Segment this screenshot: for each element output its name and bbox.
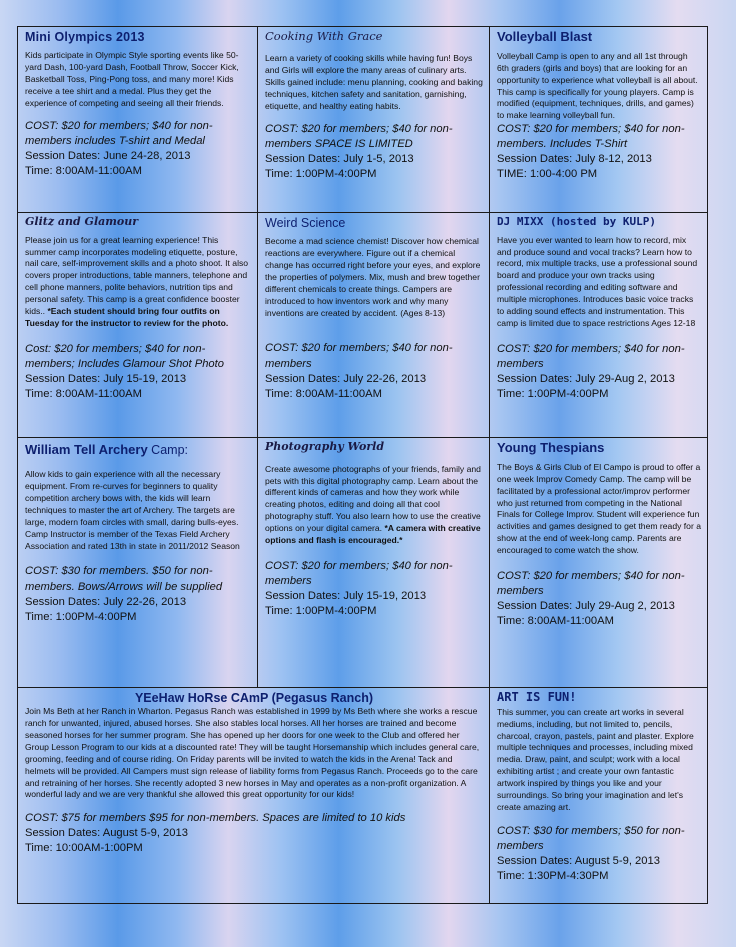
camp-time: Time: 8:00AM-11:00AM: [497, 615, 614, 628]
camp-title: YEeHaw HoRse CAmP (Pegasus Ranch): [134, 691, 374, 705]
camp-title: DJ MIXX (hosted by KULP): [497, 215, 656, 228]
camp-cost: COST: $20 for members; $40 for non-members: [497, 342, 685, 370]
camp-title: Young Thespians: [497, 440, 605, 455]
camp-description: Join Ms Beth at her Ranch in Wharton. Pegasus Ranch was established in 1999 by Ms Beth where she works a rescue ranch for unwanted, injured, abused horses. She also stables local horses. All her horses are trained and become seasoned horses for her summer program. She has opened up her doors for one week to the Club and offered her Group Lesson Program to our kids at a discounted rate! They will be taught Horsemanship which includes general care, grooming, feeding and of course riding. On Friday parents will be invited to watch the kids in the Arena! Tack and helmets will be provided. All Campers must sign release of liability forms from Pegasus Ranch. Proceeds go to the care and retraining of her horses. She recently adopted 3 new horses in May and operates as a non-profit organization. A wonderful lady and we are very thankful she allowed this great opportunity for our kids!: [25, 706, 480, 800]
camp-cell-archery: [18, 438, 258, 688]
camp-time: Time: 1:00PM-4:00PM: [497, 387, 609, 400]
camp-title-suffix: Camp:: [147, 443, 188, 457]
camp-cost: COST: $20 for members; $40 for non-members. Includes T-Shirt: [497, 123, 685, 151]
camp-cost: COST: $20 for members; $40 for non-members: [265, 559, 453, 587]
camp-cell-glitz-glamour: [18, 213, 258, 438]
camp-description: [25, 235, 251, 330]
camp-schedule-grid: [17, 26, 708, 904]
camp-description-text: Create awesome photographs of your friends, family and pets with this digital photography camp. Learn about the different kinds of cameras and how they work while creating photos, editing and doing all that cool photography stuff. You also learn how to use the creative options on your digital camera.: [265, 463, 481, 533]
camp-cell-horse-camp: [18, 688, 490, 903]
camp-cell-weird-science: [258, 213, 490, 438]
camp-title-main: William Tell Archery: [25, 442, 148, 457]
camp-cell-young-thespians: [490, 438, 707, 688]
camp-description: [265, 464, 483, 547]
camp-description-text: Please join us for a great learning experience! This summer camp incorporates modeling etiquette, posture, nail care, self-improvement skills and a photo shoot. It also covers proper introductions, table manners, telephone and cell phone manners, polite behaviors, nutrition tips and personal safety. This camp is a great confidence booster kids..: [25, 234, 249, 316]
camp-cost: COST: $30 for members; $50 for non-members: [497, 824, 685, 852]
camp-description: Learn a variety of cooking skills while having fun! Boys and Girls will explore the many areas of culinary arts. Skills gained include: menu planning, cooking and baking techniques, kitchen safety and sanitation, garnishing, etiquette, and healthy eating habits.: [265, 53, 483, 111]
camp-description: Volleyball Camp is open to any and all 1st through 6th graders (girls and boys) that are looking for an opportunity to experience what volleyball is all about. This camp is specifically for young players. Camp is modified (equipment, techniques, drills, and games) to make learning volleyball fun.: [497, 50, 698, 121]
camp-cell-dj-mixx: [490, 213, 707, 438]
camp-title: Cooking With Grace: [265, 29, 383, 43]
camp-time: Time: 8:00AM-11:00AM: [265, 387, 382, 400]
camp-description: The Boys & Girls Club of El Campo is proud to offer a one week Improv Comedy Camp. The camp will be facilitated by a professional actor/improv performer who just returned from competing in the National Finals for College Improv. Student will experience fun activities and games designed to get them ready for a show at the end of week-long camp. Parents are encouraged to come watch the show.: [497, 461, 701, 555]
camp-dates: Session Dates: August 5-9, 2013: [25, 827, 188, 840]
camp-cost: COST: $30 for members. $50 for non-members. Bows/Arrows will be supplied: [25, 565, 223, 593]
camp-cost: COST: $20 for members; $40 for non-members: [265, 342, 453, 370]
camp-time: TIME: 1:00-4:00 PM: [497, 168, 598, 181]
camp-title: Weird Science: [265, 216, 346, 230]
camp-dates: Session Dates: July 15-19, 2013: [25, 372, 187, 385]
camp-title: Mini Olympics 2013: [25, 30, 145, 44]
camp-dates: Session Dates: July 15-19, 2013: [265, 589, 427, 602]
camp-title: Glitz and Glamour: [25, 215, 139, 228]
camp-time: Time: 1:00PM-4:00PM: [265, 167, 377, 180]
camp-description: Allow kids to gain experience with all the necessary equipment. From re-curves for beginners to quality competition archery bows with, the kids will learn techniques to master the art of Archery. The targets are large, modern foam circles with small, daring bulls-eyes. Camp Instructor is member of the Texas Field Archery Association and rated 13th in state in 2011/2012 Season: [25, 469, 240, 551]
camp-cell-art: [490, 688, 707, 903]
camp-cost: COST: $20 for members; $40 for non-members includes T-shirt and Medal: [25, 119, 213, 147]
camp-cost: COST: $75 for members $95 for non-members. Spaces are limited to 10 kids: [25, 812, 406, 825]
camp-note: *A camera with creative options and flash is encouraged.*: [265, 522, 481, 545]
camp-time: Time: 8:00AM-11:00AM: [25, 165, 142, 177]
camp-dates: Session Dates: July 1-5, 2013: [265, 152, 414, 165]
camp-time: Time: 1:30PM-4:30PM: [497, 869, 609, 882]
camp-time: Time: 8:00AM-11:00AM: [25, 387, 142, 400]
camp-title: Volleyball Blast: [497, 29, 593, 44]
camp-dates: Session Dates: July 29-Aug 2, 2013: [497, 600, 675, 613]
camp-description: Have you ever wanted to learn how to record, mix and produce sound and vocal tracks? Learn how to record, mix multiple tracks, use a professional sound board and produce your own tracks using professional recording and editing software and multiple microphones. Introduces basic voice tracks to adding sound effects and instrumentation. This camp is limited due to space restrictions Ages 12-18: [497, 234, 698, 328]
camp-cell-cooking: [258, 27, 490, 213]
camp-cost: Cost: $20 for members; $40 for non-members; Includes Glamour Shot Photo: [25, 342, 224, 370]
camp-note: *Each student should bring four outfits on Tuesday for the instructor to review for the photo.: [25, 305, 229, 328]
camp-cell-mini-olympics: [18, 27, 258, 213]
camp-description: This summer, you can create art works in several mediums, including, but not limited to, pencils, charcoal, crayon, pastels, paint and plaster. Explore multiple techniques and processes, including mixed media. Draw, paint, and sculpt; work with a local exhibiting artist ; and create your own fantastic artwork inspired by things you like and your surroundings. So bring your imagination and let's create amazing art.: [497, 706, 694, 812]
camp-description: Kids participate in Olympic Style sporting events like 50-yard Dash, 100-yard Dash, Football Throw, Soccer Kick, Basketball Toss, Ping-Pong toss, and many more! Kids receive a tee shirt and a medal. Plus they get the experience of competing and seeing all their friends.: [25, 50, 239, 108]
camp-dates: Session Dates: August 5-9, 2013: [497, 854, 660, 867]
camp-cost: COST: $20 for members; $40 for non-members SPACE IS LIMITED: [265, 122, 453, 150]
camp-dates: Session Dates: July 22-26, 2013: [25, 595, 187, 608]
camp-time: Time: 1:00PM-4:00PM: [25, 610, 137, 623]
camp-time: Time: 10:00AM-1:00PM: [25, 842, 143, 855]
camp-title: ART IS FUN!: [497, 690, 577, 704]
camp-dates: Session Dates: June 24-28, 2013: [25, 149, 191, 162]
camp-description: Become a mad science chemist! Discover how chemical reactions are everywhere. Figure out if a chemical change has occurred right before your eyes, and explore the properties of polymers. Mix, mush and brew together different chemicals to create things. Campers are introduced to how inventors work and why many inventions are created by accident. (Ages 8-13): [265, 236, 481, 318]
camp-cell-photography: [258, 438, 490, 688]
camp-cell-volleyball: [490, 27, 707, 213]
camp-cost: COST: $20 for members; $40 for non-members: [497, 569, 685, 597]
camp-time: Time: 1:00PM-4:00PM: [265, 604, 377, 617]
camp-dates: Session Dates: July 22-26, 2013: [265, 372, 427, 385]
camp-title: [25, 441, 251, 459]
camp-dates: Session Dates: July 29-Aug 2, 2013: [497, 372, 675, 385]
camp-title: Photography World: [265, 440, 385, 453]
camp-dates: Session Dates: July 8-12, 2013: [497, 153, 652, 166]
